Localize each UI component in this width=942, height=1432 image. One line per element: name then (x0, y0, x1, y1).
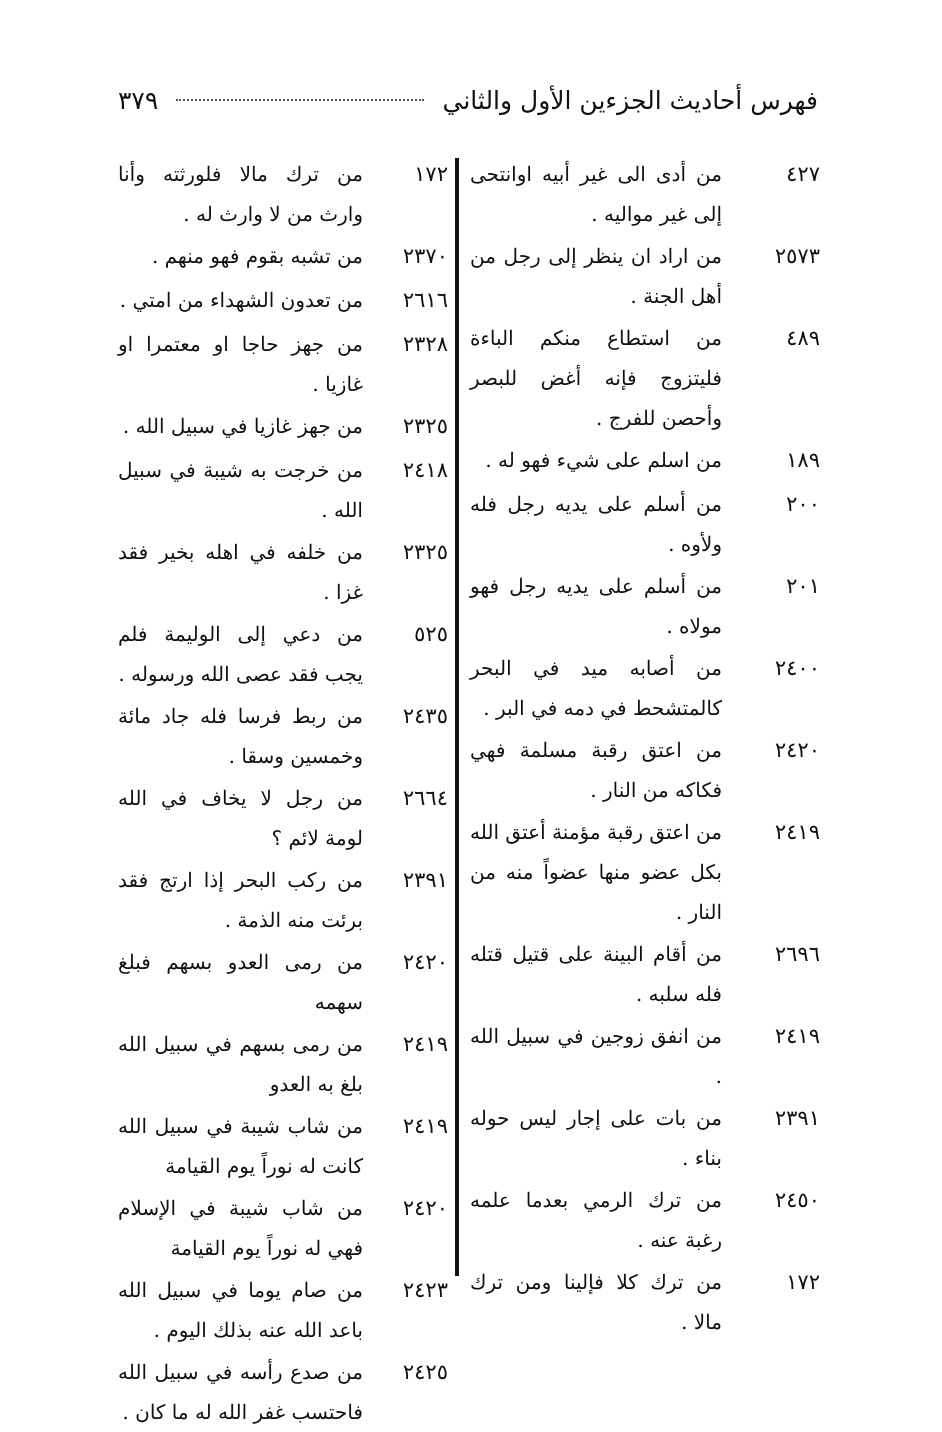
hadith-text: من ربط فرسا فله جاد مائة وخمسين وسقا . (118, 704, 363, 768)
hadith-entry (470, 1260, 820, 1342)
hadith-entry (470, 1014, 820, 1096)
hadith-text: من شاب شيبة في الإسلام فهي له نوراً يوم القيامة (118, 1196, 363, 1260)
hadith-text: من صام يوما في سبيل الله باعد الله عنه بذلك اليوم . (118, 1278, 363, 1342)
hadith-number: ٢٣٧٠ (402, 244, 448, 268)
hadith-entry (118, 1186, 448, 1268)
hadith-text: من اعتق رقبة مؤمنة أعتق الله بكل عضو منها عضواً منه من النار . (470, 820, 722, 924)
hadith-text: من ترك الرمي بعدما علمه رغبة عنه . (470, 1188, 722, 1252)
hadith-text: من أقام البينة على قتيل قتله فله سلبه . (470, 942, 722, 1006)
hadith-number: ٢٣٢٥ (402, 414, 448, 438)
hadith-text: من رمى العدو بسهم فبلغ سهمه (118, 950, 363, 1014)
hadith-number: ٤٨٩ (786, 326, 820, 350)
hadith-number: ٢٤١٩ (774, 820, 820, 844)
hadith-number: ٢٣٩١ (402, 868, 448, 892)
hadith-number: ٢٤٢٥ (402, 1360, 448, 1384)
hadith-number: ٢٦٩٦ (774, 942, 820, 966)
hadith-entry (118, 322, 448, 404)
hadith-number: ١٧٢ (786, 1270, 820, 1294)
hadith-number: ٢٤٥٠ (774, 1188, 820, 1212)
hadith-text: من خلفه في اهله بخير فقد غزا . (118, 540, 363, 604)
hadith-entry (118, 234, 448, 278)
hadith-entry (118, 612, 448, 694)
hadith-number: ٢٤٠٠ (774, 656, 820, 680)
hadith-text: من ترك مالا فلورثته وأنا وارث من لا وارث له . (118, 162, 363, 226)
hadith-entry (470, 1178, 820, 1260)
hadith-text: من أصابه ميد في البحر كالمتشحط في دمه في البر . (470, 656, 722, 720)
hadith-number: ٢٤١٩ (402, 1114, 448, 1138)
hadith-text: من صدع رأسه في سبيل الله فاحتسب غفر الله له ما كان . (118, 1360, 363, 1424)
hadith-number: ٢٥٧٣ (774, 244, 820, 268)
hadith-text: من شاب شيبة في سبيل الله كانت له نوراً يوم القيامة (118, 1114, 363, 1178)
hadith-entry (118, 530, 448, 612)
hadith-entry (470, 810, 820, 932)
hadith-entry (118, 404, 448, 448)
hadith-text: من جهز حاجا او معتمرا او غازيا . (118, 332, 363, 396)
hadith-number: ٢٤٢٠ (402, 1196, 448, 1220)
column-divider (455, 158, 459, 1276)
hadith-number: ٢٦٦٤ (402, 786, 448, 810)
hadith-entry (118, 448, 448, 530)
hadith-number: ١٨٩ (786, 448, 820, 472)
hadith-entry (118, 152, 448, 234)
hadith-entry (470, 482, 820, 564)
hadith-text: من اراد ان ينظر إلى رجل من أهل الجنة . (470, 244, 722, 308)
dotted-leader (176, 99, 424, 101)
hadith-text: من بات على إجار ليس حوله بناء . (470, 1106, 722, 1170)
hadith-number: ٢٤٣٥ (402, 704, 448, 728)
hadith-text: من دعي إلى الوليمة فلم يجب فقد عصى الله ورسوله . (118, 622, 363, 686)
hadith-number: ١٧٢ (414, 162, 448, 186)
left-column (118, 152, 448, 1432)
hadith-entry (118, 1104, 448, 1186)
hadith-text: من رجل لا يخاف في الله لومة لائم ؟ (118, 786, 363, 850)
hadith-number: ٤٢٧ (786, 162, 820, 186)
hadith-text: من ركب البحر إذا ارتج فقد برئت منه الذمة . (118, 868, 363, 932)
hadith-text: من رمى بسهم في سبيل الله بلغ به العدو (118, 1032, 363, 1096)
page-title: فهرس أحاديث الجزءين الأول والثاني (442, 85, 818, 115)
right-column (470, 152, 820, 1342)
hadith-entry (118, 278, 448, 322)
hadith-entry (118, 940, 448, 1022)
hadith-text: من أسلم على يديه رجل فله ولأوه . (470, 492, 722, 556)
hadith-number: ٢٤٢٣ (402, 1278, 448, 1302)
hadith-text: من ترك كلا فإلينا ومن ترك مالا . (470, 1270, 722, 1334)
hadith-number: ٢٠١ (786, 574, 820, 598)
hadith-text: من خرجت به شيبة في سبيل الله . (118, 458, 363, 522)
hadith-entry (118, 1022, 448, 1104)
hadith-number: ٢٤١٩ (774, 1024, 820, 1048)
hadith-number: ٢٣٢٥ (402, 540, 448, 564)
hadith-entry (118, 776, 448, 858)
hadith-entry (470, 728, 820, 810)
hadith-entry (118, 858, 448, 940)
page-header (118, 80, 818, 120)
hadith-entry (470, 234, 820, 316)
hadith-number: ٢٣٢٨ (402, 332, 448, 356)
hadith-number: ٥٢٥ (414, 622, 448, 646)
hadith-number: ٢٤٢٠ (402, 950, 448, 974)
hadith-text: من تشبه بقوم فهو منهم . (151, 244, 363, 268)
hadith-entry (470, 1096, 820, 1178)
hadith-number: ٢٦١٦ (402, 288, 448, 312)
hadith-number: ٢٣٩١ (774, 1106, 820, 1130)
hadith-text: من استطاع منكم الباءة فليتزوج فإنه أغض للبصر وأحصن للفرج . (470, 326, 722, 430)
hadith-number: ٢٤١٩ (402, 1032, 448, 1056)
hadith-text: من تعدون الشهداء من امتي . (119, 288, 363, 312)
hadith-entry (118, 1268, 448, 1350)
hadith-text: من اسلم على شيء فهو له . (485, 448, 722, 472)
page-number: ٣٧٩ (118, 85, 159, 115)
hadith-entry (470, 438, 820, 482)
hadith-number: ٢٤١٨ (402, 458, 448, 482)
hadith-text: من انفق زوجين في سبيل الله . (470, 1024, 722, 1088)
hadith-entry (118, 694, 448, 776)
hadith-entry (118, 1350, 448, 1432)
hadith-entry (470, 932, 820, 1014)
hadith-entry (470, 646, 820, 728)
hadith-text: من اعتق رقبة مسلمة فهي فكاكه من النار . (470, 738, 722, 802)
hadith-entry (470, 564, 820, 646)
hadith-entry (470, 316, 820, 438)
hadith-entry (470, 152, 820, 234)
hadith-number: ٢٠٠ (786, 492, 820, 516)
hadith-text: من أسلم على يديه رجل فهو مولاه . (470, 574, 722, 638)
hadith-number: ٢٤٢٠ (774, 738, 820, 762)
hadith-text: من جهز غازيا في سبيل الله . (122, 414, 363, 438)
hadith-text: من أدى الى غير أبيه اوانتحى إلى غير مواليه . (470, 162, 722, 226)
